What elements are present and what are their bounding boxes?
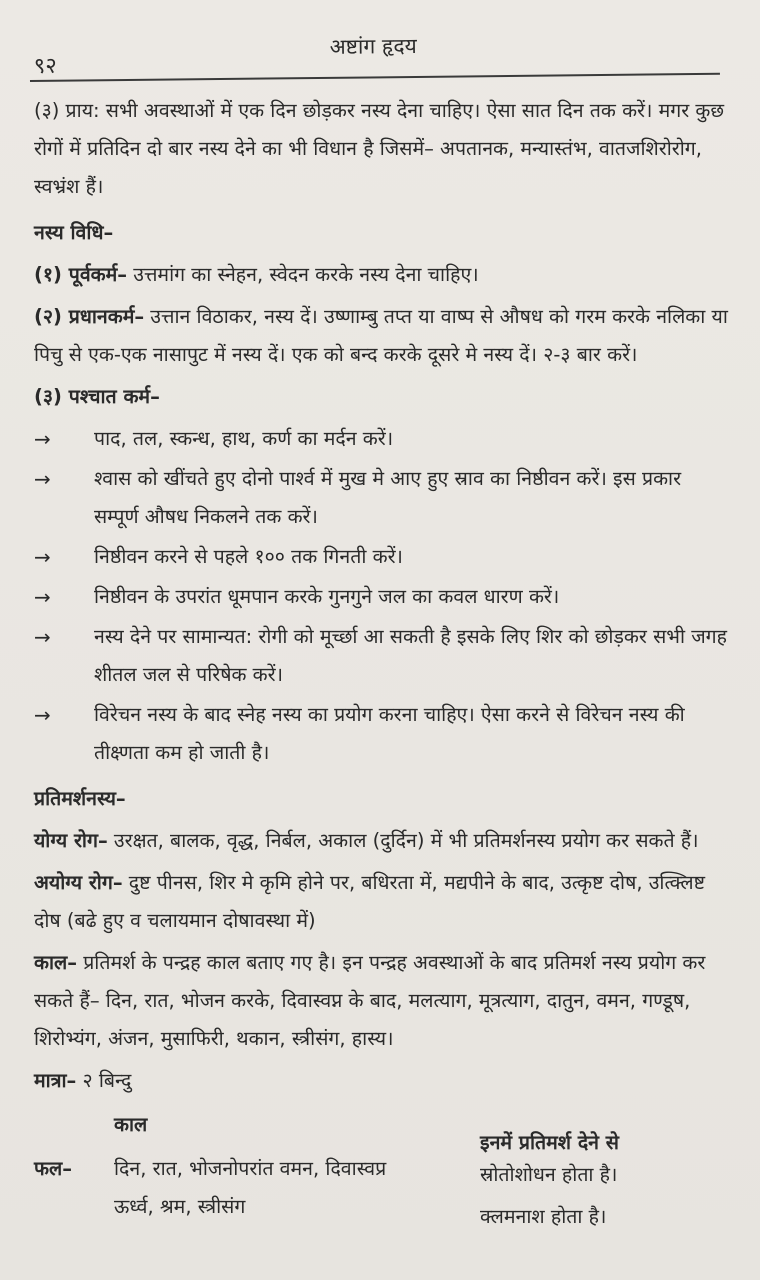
pratimarsha-heading: प्रतिमर्शनस्य– xyxy=(34,787,126,810)
ayogya-rog-text: दुष्ट पीनस, शिर मे कृमि होने पर, बधिरता में, मद्यपीने के बाद, उत्कृष्ट दोष, उत्क्लिष्ट दोष (बढे हुए व चलायमान दोषावस्था में) xyxy=(34,871,705,932)
list-item xyxy=(34,578,729,616)
step-pradhankarma xyxy=(34,298,729,374)
arrow-icon: → xyxy=(34,703,51,727)
kaal-paragraph xyxy=(34,944,729,1058)
arrow-icon: → xyxy=(34,585,51,609)
intro-paragraph: (३) प्राय: सभी अवस्थाओं में एक दिन छोड़कर नस्य देना चाहिए। ऐसा सात दिन तक करें। मगर कुछ रोगों में प्रतिदिन दो बार नस्य देने का भी विधान है जिसमें– अपतानक, मन्यास्तंभ, वातजशिरोरोग, स्वभ्रंश हैं। xyxy=(34,99,725,198)
phal-column-heading: काल xyxy=(114,1113,148,1136)
running-title: अष्टांग हृदय xyxy=(329,33,417,59)
kaal-label: काल– xyxy=(34,951,77,974)
phal-kaal-line-2: ऊर्ध्व, श्रम, स्त्रीसंग xyxy=(114,1195,246,1218)
phal-result-2: क्लमनाश होता है। xyxy=(480,1205,607,1228)
step-purvakarma xyxy=(34,256,729,294)
step-pashchatkarma-heading: (३) पश्चात कर्म– xyxy=(34,385,160,408)
matra-text: २ बिन्दु xyxy=(76,1069,132,1092)
post-steps-list xyxy=(34,420,729,772)
yogya-rog-paragraph xyxy=(34,822,729,860)
phal-kaal-line-1: दिन, रात, भोजनोपरांत वमन, दिवास्वप्र xyxy=(114,1157,387,1180)
matra-paragraph xyxy=(34,1062,729,1100)
arrow-icon: → xyxy=(34,427,51,451)
list-item-text: नस्य देने पर सामान्यत: रोगी को मूर्च्छा आ सकती है इसके लिए शिर को छोड़कर सभी जगह शीतल जल से परिषेक करें। xyxy=(94,625,728,686)
phal-label: फल– xyxy=(34,1157,73,1180)
ayogya-rog-label: अयोग्य रोग– xyxy=(34,871,123,894)
yogya-rog-text: उरक्षत, बालक, वृद्ध, निर्बल, अकाल (दुर्दिन) में भी प्रतिमर्शनस्य प्रयोग कर सकते हैं। xyxy=(107,829,699,852)
list-item-text: पाद, तल, स्कन्ध, हाथ, कर्ण का मर्दन करें। xyxy=(94,427,394,450)
list-item xyxy=(34,618,729,694)
kaal-text: प्रतिमर्श के पन्द्रह काल बताए गए है। इन पन्द्रह अवस्थाओं के बाद प्रतिमर्श नस्य प्रयोग कर सकते हैं– दिन, रात, भोजन करके, दिवास्वप्न के बाद, मलत्याग, मूत्रत्याग, दातुन, वमन, गण्डूष, शिरोभ्यंग, अंजन, मुसाफिरी, थकान, स्त्रीसंग, हास्य। xyxy=(34,951,706,1050)
step-label: (१) पूर्वकर्म– xyxy=(34,263,128,286)
phal-result-1: स्रोतोशोधन होता है। xyxy=(480,1163,618,1186)
phal-section xyxy=(34,1110,734,1240)
list-item xyxy=(34,538,729,576)
yogya-rog-label: योग्य रोग– xyxy=(34,829,108,852)
step-label: (२) प्रधानकर्म– xyxy=(34,305,145,328)
list-item-text: श्वास को खींचते हुए दोनो पार्श्व में मुख मे आए हुए स्राव का निष्ठीवन करें। इस प्रकार सम्पूर्ण औषध निकलने तक करें। xyxy=(94,467,682,528)
phal-right-heading: इनमें प्रतिमर्श देने से xyxy=(480,1131,619,1154)
arrow-icon: → xyxy=(34,625,51,649)
list-item xyxy=(34,460,729,536)
list-item xyxy=(34,696,729,772)
page-header xyxy=(30,29,720,82)
arrow-icon: → xyxy=(34,467,51,491)
matra-label: मात्रा– xyxy=(34,1069,77,1092)
step-text: उत्तमांग का स्नेहन, स्वेदन करके नस्य देना चाहिए। xyxy=(127,263,479,286)
list-item xyxy=(34,420,729,458)
page-number: ९२ xyxy=(33,53,57,79)
nasya-vidhi-heading: नस्य विधि– xyxy=(34,221,114,244)
step-text: उत्तान विठाकर, नस्य दें। उष्णाम्बु तप्त या वाष्प से औषध को गरम करके नलिका या पिचु से एक-एक नासापुट में नस्य दें। एक को बन्द करके दूसरे मे नस्य दें। २-३ बार करें। xyxy=(34,305,728,366)
list-item-text: निष्ठीवन के उपरांत धूमपान करके गुनगुने जल का कवल धारण करें। xyxy=(94,585,560,608)
list-item-text: विरेचन नस्य के बाद स्नेह नस्य का प्रयोग करना चाहिए। ऐसा करने से विरेचन नस्य की तीक्ष्णता कम हो जाती है। xyxy=(94,703,685,764)
list-item-text: निष्ठीवन करने से पहले १०० तक गिनती करें। xyxy=(94,545,403,568)
main-content xyxy=(34,92,729,1104)
arrow-icon: → xyxy=(34,545,51,569)
ayogya-rog-paragraph xyxy=(34,864,729,940)
